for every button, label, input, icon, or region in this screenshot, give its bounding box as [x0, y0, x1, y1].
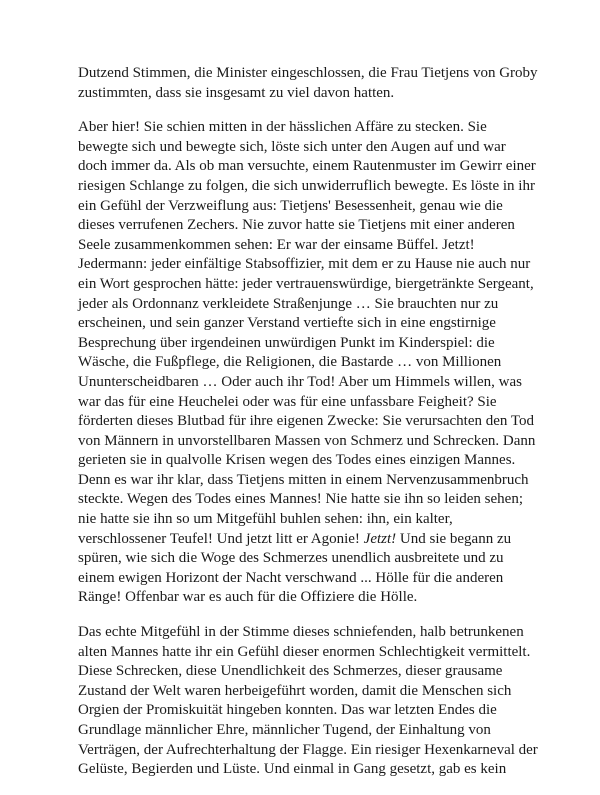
- paragraph-2: [78, 118, 538, 608]
- paragraph-2-text-end: Und sie begann zu spüren, wie sich die Woge des Schmerzes unendlich ausbreitete und zu einem ewigen Horizont der Nacht verschwand ... Hölle für die anderen Ränge! Offenbar war es auch für die Offiziere die Hölle.: [78, 530, 512, 606]
- paragraph-3-text: Das echte Mitgefühl in der Stimme dieses schniefenden, halb betrunkenen alten Mannes hatte ihr ein Gefühl dieser enormen Schlechtigkeit vermittelt. Diese Schrecken, diese Unendlichkeit des Schmerzes, dieser grausame Zustand der Welt waren herbeigeführt worden, damit die Menschen sich Orgien der Promiskuität hingeben konnten. Das war letzten Endes die Grundlage männlicher Ehre, männlicher Tugend, der Einhaltung von Verträgen, der Aufrechterhaltung der Flagge. Ein riesiger Hexenkarneval der Gelüste, Begierden und Lüste. Und einmal in Gang gesetzt, gab es kein: [78, 624, 538, 778]
- paragraph-1-text: Dutzend Stimmen, die Minister eingeschlossen, die Frau Tietjens von Groby zustimmten, dass sie insgesamt zu viel davon hatten.: [78, 65, 538, 101]
- paragraph-1: [78, 64, 538, 103]
- paragraph-2-emphasis: Jetzt!: [363, 530, 397, 547]
- document-page: [78, 64, 538, 795]
- paragraph-3: [78, 623, 538, 780]
- paragraph-2-text: Aber hier! Sie schien mitten in der hässlichen Affäre zu stecken. Sie bewegte sich und bewegte sich, löste sich unter den Augen auf und war doch immer da. Als ob man versuchte, einem Rautenmuster im Gewirr einer riesigen Schlange zu folgen, die sich unwiderruflich bewegte. Es löste in ihr ein Gefühl der Verzweiflung aus: Tietjens' Besessenheit, genau wie die dieses verrufenen Zechers. Nie zuvor hatte sie Tietjens mit einer anderen Seele zusammenkommen sehen: Er war der einsame Büffel. Jetzt! Jedermann: jeder einfältige Stabsoffizier, mit dem er zu Hause nie auch nur ein Wort gesprochen hätte: jeder vertrauenswürdige, biergetränkte Sergeant, jeder als Ordonnanz verkleidete Straßenjunge … Sie brauchten nur zu erscheinen, und sein ganzer Verstand vertiefte sich in eine engstirnige Besprechung über irgendeinen unwürdigen Punkt im Kinderspiel: die Wäsche, die Fußpflege, die Religionen, die Bastarde … von Millionen Ununterscheidbaren … Oder auch ihr Tod! Aber um Himmels willen, was war das für eine Heuchelei oder was für eine unfassbare Feigheit? Sie förderten dieses Blutbad für ihre eigenen Zwecke: Sie verursachten den Tod von Männern in unvorstellbaren Massen von Schmerz und Schrecken. Dann gerieten sie in qualvolle Krisen wegen des Todes eines einzigen Mannes. Denn es war ihr klar, dass Tietjens mitten in einem Nervenzusammenbruch steckte. Wegen des Todes eines Mannes! Nie hatte sie ihn so leiden sehen; nie hatte sie ihn so um Mitgefühl buhlen sehen: ihn, ein kalter, verschlossener Teufel! Und jetzt litt er Agonie!: [78, 119, 536, 547]
